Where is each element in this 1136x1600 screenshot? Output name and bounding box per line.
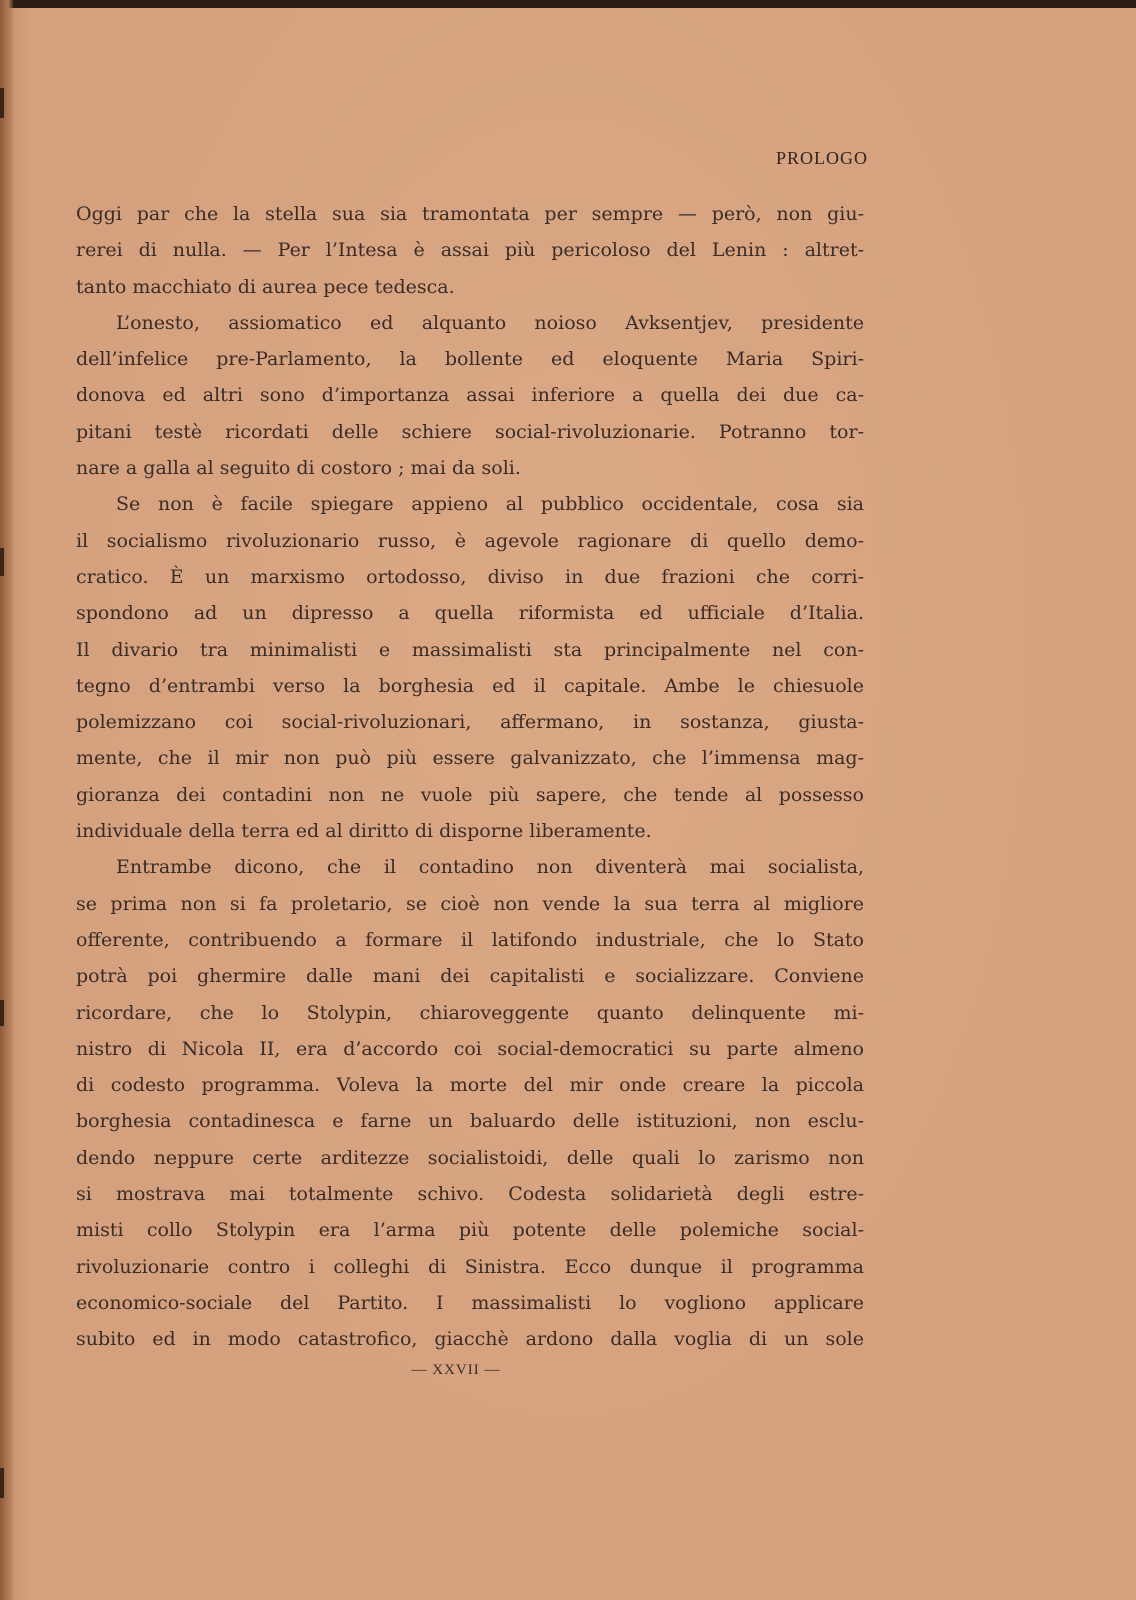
text-line: Il divario tra minimalisti e massimalisti sta principalmente nel con- xyxy=(76,638,864,661)
binding-mark xyxy=(0,1000,4,1026)
text-line: tanto macchiato di aurea pece tedesca. xyxy=(76,275,455,298)
text-line: L’onesto, assiomatico ed alquanto noioso Avksentjev, presidente xyxy=(116,311,864,334)
text-line: tegno d’entrambi verso la borghesia ed il capitale. Ambe le chiesuole xyxy=(76,674,864,697)
text-line: subito ed in modo catastrofico, giacchè ardono dalla voglia di un sole xyxy=(76,1328,864,1351)
text-line: rerei di nulla. — Per l’Intesa è assai più pericoloso del Lenin : altret- xyxy=(76,239,864,262)
text-line: Oggi par che la stella sua sia tramontata per sempre — però, non giu- xyxy=(76,203,864,225)
text-line: dendo neppure certe arditezze socialistoidi, delle quali lo zarismo non xyxy=(76,1146,864,1169)
text-line: donova ed altri sono d’importanza assai inferiore a quella dei due ca- xyxy=(76,384,864,407)
text-line: spondono ad un dipresso a quella riformista ed ufficiale d’Italia. xyxy=(76,602,864,625)
text-line: si mostrava mai totalmente schivo. Codesta solidarietà degli estre- xyxy=(76,1183,864,1206)
text-line: ricordare, che lo Stolypin, chiaroveggente quanto delinquente mi- xyxy=(76,1001,864,1024)
binding-mark xyxy=(0,1468,4,1498)
text-line: borghesia contadinesca e farne un baluardo delle istituzioni, non esclu- xyxy=(76,1110,864,1133)
text-line: dell’infelice pre-Parlamento, la bollente ed eloquente Maria Spiri- xyxy=(76,348,864,371)
text-line: Se non è facile spiegare appieno al pubblico occidentale, cosa sia xyxy=(116,493,864,516)
binding-mark xyxy=(0,88,4,118)
text-line: di codesto programma. Voleva la morte del mir onde creare la piccola xyxy=(76,1074,864,1097)
text-line: potrà poi ghermire dalle mani dei capitalisti e socializzare. Conviene xyxy=(76,965,864,988)
text-line: misti collo Stolypin era l’arma più potente delle polemiche social- xyxy=(76,1219,864,1242)
text-line: Entrambe dicono, che il contadino non diventerà mai socialista, xyxy=(116,856,864,879)
text-line: il socialismo rivoluzionario russo, è agevole ragionare di quello demo- xyxy=(76,529,864,552)
text-line: rivoluzionarie contro i colleghi di Sinistra. Ecco dunque il programma xyxy=(76,1255,864,1278)
text-line: nistro di Nicola II, era d’accordo coi social-democratici su parte almeno xyxy=(76,1037,864,1060)
text-line: se prima non si fa proletario, se cioè non vende la sua terra al migliore xyxy=(76,892,864,915)
text-line: pitani testè ricordati delle schiere social-rivoluzionarie. Potranno tor- xyxy=(76,420,864,443)
page-spine-edge xyxy=(0,0,14,1600)
text-line: nare a galla al seguito di costoro ; mai da soli. xyxy=(76,457,521,480)
text-line: economico-sociale del Partito. I massimalisti lo vogliono applicare xyxy=(76,1291,864,1314)
text-line: individuale della terra ed al diritto di disporne liberamente. xyxy=(76,820,652,843)
text-line: gioranza dei contadini non ne vuole più sapere, che tende al possesso xyxy=(76,783,864,806)
page-number: — XXVII — xyxy=(411,1362,501,1378)
text-line: mente, che il mir non può più essere galvanizzato, che l’immensa mag- xyxy=(76,747,864,770)
binding-mark xyxy=(0,548,4,576)
body-text xyxy=(76,196,864,1358)
text-line: polemizzano coi social-rivoluzionari, affermano, in sostanza, giusta- xyxy=(76,711,864,734)
running-head: PROLOGO xyxy=(775,148,868,168)
text-line: cratico. È un marxismo ortodosso, diviso in due frazioni che corri- xyxy=(76,565,864,588)
text-line: offerente, contribuendo a formare il latifondo industriale, che lo Stato xyxy=(76,928,864,951)
